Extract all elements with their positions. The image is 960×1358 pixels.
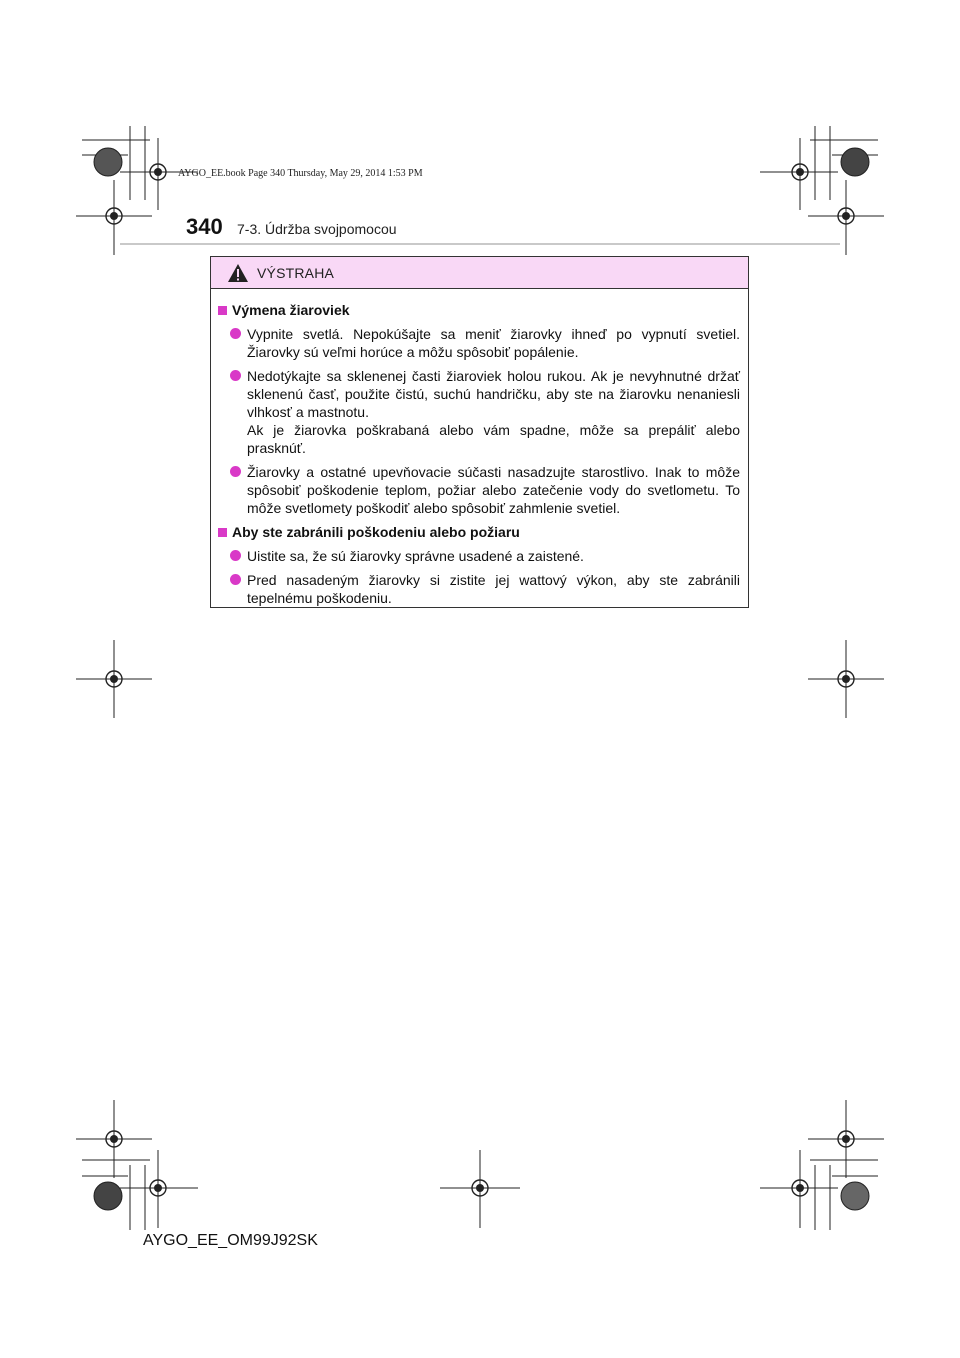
footer-document-code: AYGO_EE_OM99J92SK [143, 1232, 318, 1249]
warning-box [210, 256, 749, 608]
warning-triangle-icon [227, 263, 249, 283]
warning-bullet-paragraph: Uistite sa, že sú žiarovky správne usadené a zaistené. [247, 548, 584, 564]
warning-bullet [216, 463, 740, 517]
warning-section-heading [216, 523, 740, 541]
warning-bullet-paragraph: Ak je žiarovka poškrabaná alebo vám spadne, môže sa prepáliť alebo prasknúť. [247, 422, 740, 456]
warning-body [211, 289, 748, 607]
page-number: 340 [186, 214, 223, 239]
warning-bullet [216, 325, 740, 361]
round-bullet-icon [230, 574, 241, 585]
warning-bullet [216, 367, 740, 457]
warning-bullet-text [247, 367, 740, 457]
warning-title: VÝSTRAHA [257, 264, 335, 281]
warning-bullet-paragraph: Vypnite svetlá. Nepokúšajte sa meniť žiarovky ihneď po vypnutí svetiel. Žiarovky sú veľmi horúce a môžu spôsobiť popálenie. [247, 326, 740, 360]
square-bullet-icon [218, 528, 227, 537]
warning-bullet-text [247, 571, 740, 607]
header-divider [120, 243, 840, 245]
warning-bullet-text [247, 325, 740, 361]
warning-header [211, 257, 748, 289]
section-title: 7-3. Údržba svojpomocou [237, 221, 397, 237]
warning-bullet-paragraph: Pred nasadeným žiarovky si zistite jej wattový výkon, aby ste zabránili tepelnému poškodeniu. [247, 572, 740, 606]
warning-section-heading-text: Výmena žiaroviek [232, 302, 350, 318]
warning-bullet-text [247, 463, 740, 517]
warning-bullet [216, 547, 740, 565]
warning-bullet-paragraph: Žiarovky a ostatné upevňovacie súčasti nasadzujte starostlivo. Inak to môže spôsobiť poškodenie teplom, požiar alebo zatečenie vody do svetlometu. To môže svetlomety poškodiť alebo spôsobiť zahmlenie svetiel. [247, 464, 740, 516]
round-bullet-icon [230, 328, 241, 339]
warning-section-heading-text: Aby ste zabránili poškodeniu alebo požiaru [232, 524, 520, 540]
warning-bullet-text [247, 547, 740, 565]
round-bullet-icon [230, 550, 241, 561]
square-bullet-icon [218, 306, 227, 315]
warning-section-heading [216, 301, 740, 319]
round-bullet-icon [230, 370, 241, 381]
warning-bullet [216, 571, 740, 607]
warning-bullet-paragraph: Nedotýkajte sa sklenenej časti žiaroviek holou rukou. Ak je nevyhnutné držať sklenenú časť, použite čistú, suchú handričku, aby ste na žiarovku nenaniesli vlhkosť a mastnotu. [247, 368, 740, 420]
print-header: AYGO_EE.book Page 340 Thursday, May 29, 2014 1:53 PM [178, 168, 423, 179]
round-bullet-icon [230, 466, 241, 477]
